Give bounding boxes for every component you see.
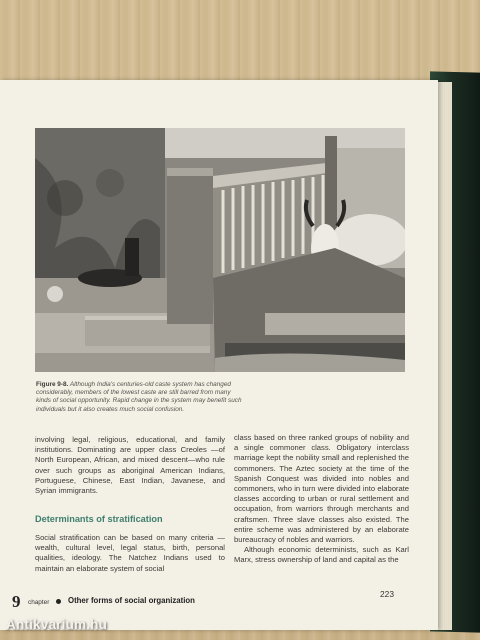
body-text-col1-top: involving legal, religious, educational, and family institutions. Dominating are upper class Creoles —of North European, African, and mixed descent—who rule over such groups as aboriginal American Indians, Portuguese, Chinese, East Indian, Javanese, and Syrian immigrants. [35, 435, 225, 496]
caption-text: Although India's centuries-old caste system has changed considerably, members of the lowest caste are still barred from many kinds of social opportunity. Rapid change in the system may benefit such individuals but it also creates much social confusion. [36, 381, 242, 413]
chapter-word: chapter [28, 599, 50, 606]
chapter-title: Other forms of social organization [68, 596, 195, 605]
section-heading: Determinants of stratification [35, 514, 163, 524]
caption-label: Figure 9-8. [36, 381, 69, 388]
col2-paragraph-1: class based on three ranked groups of nobility and a single commoner class. Obligatory interclass marriage kept the nobility small and replenished the commoners. The Aztec society at the time of the Spanish Conquest was divided into nobles and commoners, who in turn were divided into elaborate classes according to urban or rural settlement and occupation, from warriors through merchants and craftsmen. Three slave classes also existed. The entire scheme was administered by an elaborate bureaucracy of nobles and warriors. [234, 433, 409, 545]
body-text-col1-bottom: Social stratification can be based on many criteria —wealth, cultural level, legal status, birth, personal qualities, ideology. The Natchez Indians used to maintain an elaborate system of social [35, 533, 225, 573]
chapter-number: 9 [12, 592, 21, 611]
watermark-logo: Antikvarium.hu [6, 617, 108, 632]
figure-caption [36, 381, 246, 414]
body-text-col2 [234, 433, 409, 566]
photograph [35, 128, 405, 372]
chapter-footer [12, 592, 417, 614]
col2-paragraph-2: Although economic determinists, such as Karl Marx, stress ownership of land and capital as the [234, 545, 409, 565]
wooden-table-top [0, 0, 480, 84]
page-number: 223 [380, 589, 394, 599]
bullet-icon [56, 599, 61, 604]
photo-illustration [35, 128, 405, 372]
